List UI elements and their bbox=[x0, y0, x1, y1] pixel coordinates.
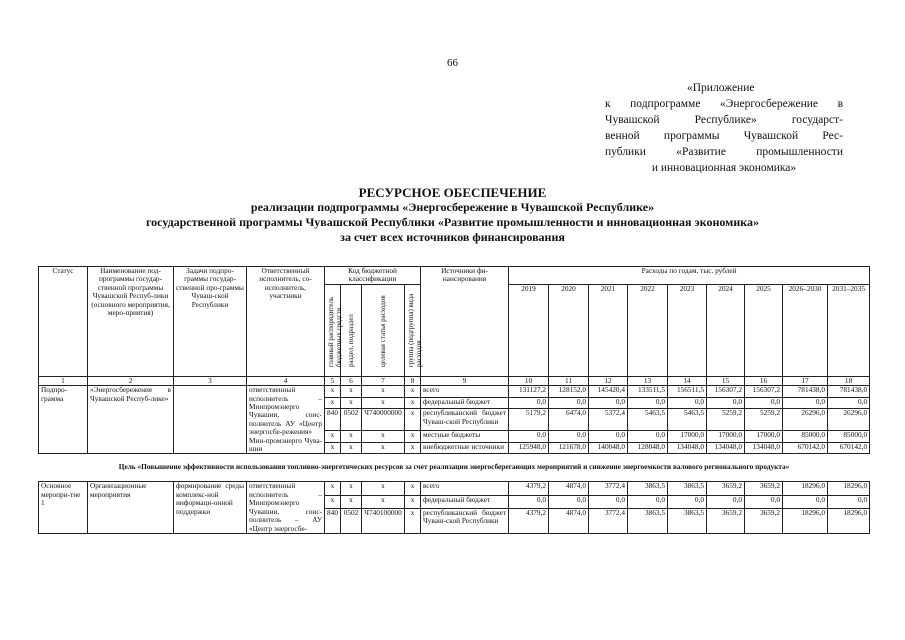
table-row bbox=[39, 386, 870, 398]
group-cell: x bbox=[405, 482, 421, 495]
grbs-cell: 840 bbox=[325, 409, 341, 431]
value-cell: 0,0 bbox=[668, 495, 707, 508]
header-year: 2025 bbox=[745, 284, 783, 376]
value-cell: 140048,0 bbox=[589, 442, 628, 454]
section-cell: x bbox=[341, 386, 362, 398]
header-expenses: Расходы по годам, тыс. рублей bbox=[509, 267, 870, 285]
name-cell: Организационные мероприятия bbox=[88, 482, 174, 533]
value-cell: 0,0 bbox=[828, 495, 870, 508]
value-cell: 3659,2 bbox=[745, 508, 783, 533]
value-cell: 0,0 bbox=[668, 397, 707, 409]
col-number: 7 bbox=[362, 376, 405, 385]
col-number: 18 bbox=[828, 376, 870, 385]
value-cell: 17000,0 bbox=[668, 431, 707, 443]
value-cell: 3659,2 bbox=[707, 482, 745, 495]
value-cell: 5259,2 bbox=[707, 409, 745, 431]
target-cell: x bbox=[362, 397, 405, 409]
executor-cell: ответственный исполнитель – Минпромэнерго Чувашии, соис-полнитель АУ «Центр энергосбе-режения» Мин-промэнерго Чува-шии bbox=[247, 386, 325, 454]
group-cell: x bbox=[405, 495, 421, 508]
header-year: 2022 bbox=[628, 284, 668, 376]
name-cell: «Энергосбережение в Чувашской Респуб-лике» bbox=[88, 386, 174, 454]
header-budget-code: Код бюджетной классификации bbox=[325, 267, 421, 285]
status-cell: Основное меропри-тие 1 bbox=[39, 482, 88, 533]
grbs-cell: x bbox=[325, 386, 341, 398]
value-cell: 4874,0 bbox=[549, 482, 589, 495]
header-name: Наименование под-программы государ-ственной программы Чувашской Респуб-лики (основного мероприятия, меро-приятия) bbox=[88, 267, 174, 377]
col-number: 6 bbox=[341, 376, 362, 385]
group-cell: x bbox=[405, 508, 421, 533]
target-cell: x bbox=[362, 386, 405, 398]
executor-cell: ответственный исполнитель – Минпромэнерго Чувашии, соис-полнитель – АУ «Центр энергосбе- bbox=[247, 482, 325, 533]
value-cell: 0,0 bbox=[745, 495, 783, 508]
header-grbs: главный распорядитель бюджетных средств bbox=[327, 296, 343, 367]
appendix-line: венной программы Чувашской Рес- bbox=[605, 130, 843, 142]
value-cell: 0,0 bbox=[628, 397, 668, 409]
source-cell: федеральный бюджет bbox=[421, 495, 509, 508]
value-cell: 0,0 bbox=[628, 495, 668, 508]
header-year: 2031–2035 bbox=[828, 284, 870, 376]
group-cell: x bbox=[405, 386, 421, 398]
resource-table bbox=[38, 266, 870, 534]
section-cell: x bbox=[341, 442, 362, 454]
grbs-cell: x bbox=[325, 495, 341, 508]
col-number: 10 bbox=[509, 376, 549, 385]
grbs-cell: x bbox=[325, 482, 341, 495]
header-year: 2019 bbox=[509, 284, 549, 376]
value-cell: 0,0 bbox=[549, 431, 589, 443]
value-cell: 5179,2 bbox=[509, 409, 549, 431]
tasks-cell bbox=[174, 386, 247, 454]
header-target: целевая статья расходов bbox=[379, 295, 387, 367]
source-cell: всего bbox=[421, 386, 509, 398]
header-status: Статус bbox=[39, 267, 88, 377]
header-year: 2020 bbox=[549, 284, 589, 376]
value-cell: 4379,2 bbox=[509, 508, 549, 533]
value-cell: 121678,0 bbox=[549, 442, 589, 454]
source-cell: всего bbox=[421, 482, 509, 495]
value-cell: 0,0 bbox=[589, 431, 628, 443]
value-cell: 26296,0 bbox=[828, 409, 870, 431]
grbs-cell: 840 bbox=[325, 508, 341, 533]
value-cell: 5372,4 bbox=[589, 409, 628, 431]
value-cell: 670142,0 bbox=[828, 442, 870, 454]
heading-line: государственной программы Чувашской Республики «Развитие промышленности и инновационная экономика» bbox=[146, 215, 759, 229]
col-number: 9 bbox=[421, 376, 509, 385]
section-cell: x bbox=[341, 431, 362, 443]
target-cell: Ч740000000 bbox=[362, 409, 405, 431]
target-cell: x bbox=[362, 431, 405, 443]
target-cell: x bbox=[362, 482, 405, 495]
section-cell: x bbox=[341, 397, 362, 409]
group-cell: x bbox=[405, 397, 421, 409]
value-cell: 17000,0 bbox=[707, 431, 745, 443]
header-group: группа (подгруппа) вида расходов bbox=[407, 293, 423, 367]
col-number: 15 bbox=[707, 376, 745, 385]
tasks-cell: формирование среды комплекс-ной информаци-онной поддержки bbox=[174, 482, 247, 533]
header-executor: Ответственный исполнитель, со-исполнитель, участники bbox=[247, 267, 325, 377]
section-cell: x bbox=[341, 482, 362, 495]
target-cell: x bbox=[362, 442, 405, 454]
value-cell: 5463,5 bbox=[668, 409, 707, 431]
value-cell: 156307,2 bbox=[707, 386, 745, 398]
value-cell: 128048,0 bbox=[628, 442, 668, 454]
value-cell: 145420,4 bbox=[589, 386, 628, 398]
page-number: 66 bbox=[447, 57, 458, 69]
header-tasks: Задачи подпро-граммы государ-ственной про-граммы Чуваш-ской Республики bbox=[174, 267, 247, 377]
value-cell: 6474,0 bbox=[549, 409, 589, 431]
value-cell: 85000,0 bbox=[828, 431, 870, 443]
value-cell: 0,0 bbox=[783, 397, 828, 409]
col-number: 3 bbox=[174, 376, 247, 385]
table-row bbox=[39, 482, 870, 495]
value-cell: 0,0 bbox=[828, 397, 870, 409]
value-cell: 670142,0 bbox=[783, 442, 828, 454]
appendix-line: Чувашской Республике» государст- bbox=[605, 114, 843, 126]
grbs-cell: x bbox=[325, 431, 341, 443]
value-cell: 0,0 bbox=[707, 495, 745, 508]
value-cell: 3772,4 bbox=[589, 482, 628, 495]
source-cell: местные бюджеты bbox=[421, 431, 509, 443]
group-cell: x bbox=[405, 431, 421, 443]
section-cell: x bbox=[341, 495, 362, 508]
value-cell: 18296,0 bbox=[783, 482, 828, 495]
block-main-activity-1 bbox=[39, 482, 870, 533]
heading-title: РЕСУРСНОЕ ОБЕСПЕЧЕНИЕ bbox=[358, 185, 547, 200]
value-cell: 0,0 bbox=[783, 495, 828, 508]
col-number: 1 bbox=[39, 376, 88, 385]
value-cell: 0,0 bbox=[549, 495, 589, 508]
grbs-cell: x bbox=[325, 397, 341, 409]
col-number: 8 bbox=[405, 376, 421, 385]
value-cell: 0,0 bbox=[628, 431, 668, 443]
value-cell: 134048,0 bbox=[707, 442, 745, 454]
value-cell: 133511,5 bbox=[628, 386, 668, 398]
header-year: 2023 bbox=[668, 284, 707, 376]
value-cell: 3863,5 bbox=[628, 508, 668, 533]
value-cell: 0,0 bbox=[509, 397, 549, 409]
value-cell: 0,0 bbox=[707, 397, 745, 409]
value-cell: 781438,0 bbox=[783, 386, 828, 398]
value-cell: 3863,5 bbox=[668, 482, 707, 495]
header-year: 2026–2030 bbox=[783, 284, 828, 376]
value-cell: 3863,5 bbox=[628, 482, 668, 495]
goal-text: Цель «Повышение эффективности использования топливно-энергетических ресурсов за счет реализации энергосберегающих мероприятий и снижение энергоемкости валового регионального продукта» bbox=[118, 462, 790, 472]
value-cell: 0,0 bbox=[745, 397, 783, 409]
col-number: 13 bbox=[628, 376, 668, 385]
source-cell: федеральный бюджет bbox=[421, 397, 509, 409]
value-cell: 26296,0 bbox=[783, 409, 828, 431]
header-section: раздел, подраздел bbox=[347, 313, 355, 367]
value-cell: 128152,0 bbox=[549, 386, 589, 398]
grbs-cell: x bbox=[325, 442, 341, 454]
appendix-note bbox=[605, 80, 843, 176]
value-cell: 134048,0 bbox=[668, 442, 707, 454]
value-cell: 4379,2 bbox=[509, 482, 549, 495]
header-sources: Источники фи-нансирования bbox=[421, 267, 509, 377]
value-cell: 17000,0 bbox=[745, 431, 783, 443]
value-cell: 0,0 bbox=[589, 495, 628, 508]
target-cell: Ч740100000 bbox=[362, 508, 405, 533]
col-number: 2 bbox=[88, 376, 174, 385]
value-cell: 781438,0 bbox=[828, 386, 870, 398]
value-cell: 0,0 bbox=[509, 431, 549, 443]
header-year: 2021 bbox=[589, 284, 628, 376]
col-number: 16 bbox=[745, 376, 783, 385]
value-cell: 0,0 bbox=[509, 495, 549, 508]
source-cell: республиканский бюджет Чуваш-ской Республики bbox=[421, 508, 509, 533]
value-cell: 3659,2 bbox=[707, 508, 745, 533]
col-number: 14 bbox=[668, 376, 707, 385]
section-cell: 0502 bbox=[341, 409, 362, 431]
col-number: 11 bbox=[549, 376, 589, 385]
appendix-line: «Приложение bbox=[687, 82, 755, 94]
appendix-line: к подпрограмме «Энергосбережение в bbox=[605, 98, 843, 110]
value-cell: 156511,5 bbox=[668, 386, 707, 398]
value-cell: 0,0 bbox=[589, 397, 628, 409]
value-cell: 156307,2 bbox=[745, 386, 783, 398]
col-number: 12 bbox=[589, 376, 628, 385]
col-number: 17 bbox=[783, 376, 828, 385]
value-cell: 18296,0 bbox=[828, 482, 870, 495]
heading-line: за счет всех источников финансирования bbox=[340, 230, 565, 244]
goal-row bbox=[39, 454, 870, 482]
group-cell: x bbox=[405, 442, 421, 454]
target-cell: x bbox=[362, 495, 405, 508]
heading-line: реализации подпрограммы «Энергосбережение в Чувашской Республике» bbox=[250, 200, 655, 214]
value-cell: 134048,0 bbox=[745, 442, 783, 454]
block-subprogram bbox=[39, 386, 870, 454]
value-cell: 125948,0 bbox=[509, 442, 549, 454]
group-cell: x bbox=[405, 409, 421, 431]
value-cell: 85000,0 bbox=[783, 431, 828, 443]
header-year: 2024 bbox=[707, 284, 745, 376]
status-cell: Подпро-грамма bbox=[39, 386, 88, 454]
value-cell: 3772,4 bbox=[589, 508, 628, 533]
value-cell: 5463,5 bbox=[628, 409, 668, 431]
value-cell: 3659,2 bbox=[745, 482, 783, 495]
source-cell: республиканский бюджет Чуваш-ской Республики bbox=[421, 409, 509, 431]
value-cell: 18296,0 bbox=[783, 508, 828, 533]
source-cell: внебюджетные источники bbox=[421, 442, 509, 454]
appendix-line: и инновационная экономика» bbox=[651, 162, 797, 174]
section-cell: 0502 bbox=[341, 508, 362, 533]
col-number: 5 bbox=[325, 376, 341, 385]
value-cell: 0,0 bbox=[549, 397, 589, 409]
value-cell: 3863,5 bbox=[668, 508, 707, 533]
value-cell: 5259,2 bbox=[745, 409, 783, 431]
value-cell: 4874,0 bbox=[549, 508, 589, 533]
value-cell: 18296,0 bbox=[828, 508, 870, 533]
document-heading bbox=[0, 185, 905, 245]
appendix-line: публики «Развитие промышленности bbox=[605, 146, 843, 158]
value-cell: 131127,2 bbox=[509, 386, 549, 398]
col-number: 4 bbox=[247, 376, 325, 385]
